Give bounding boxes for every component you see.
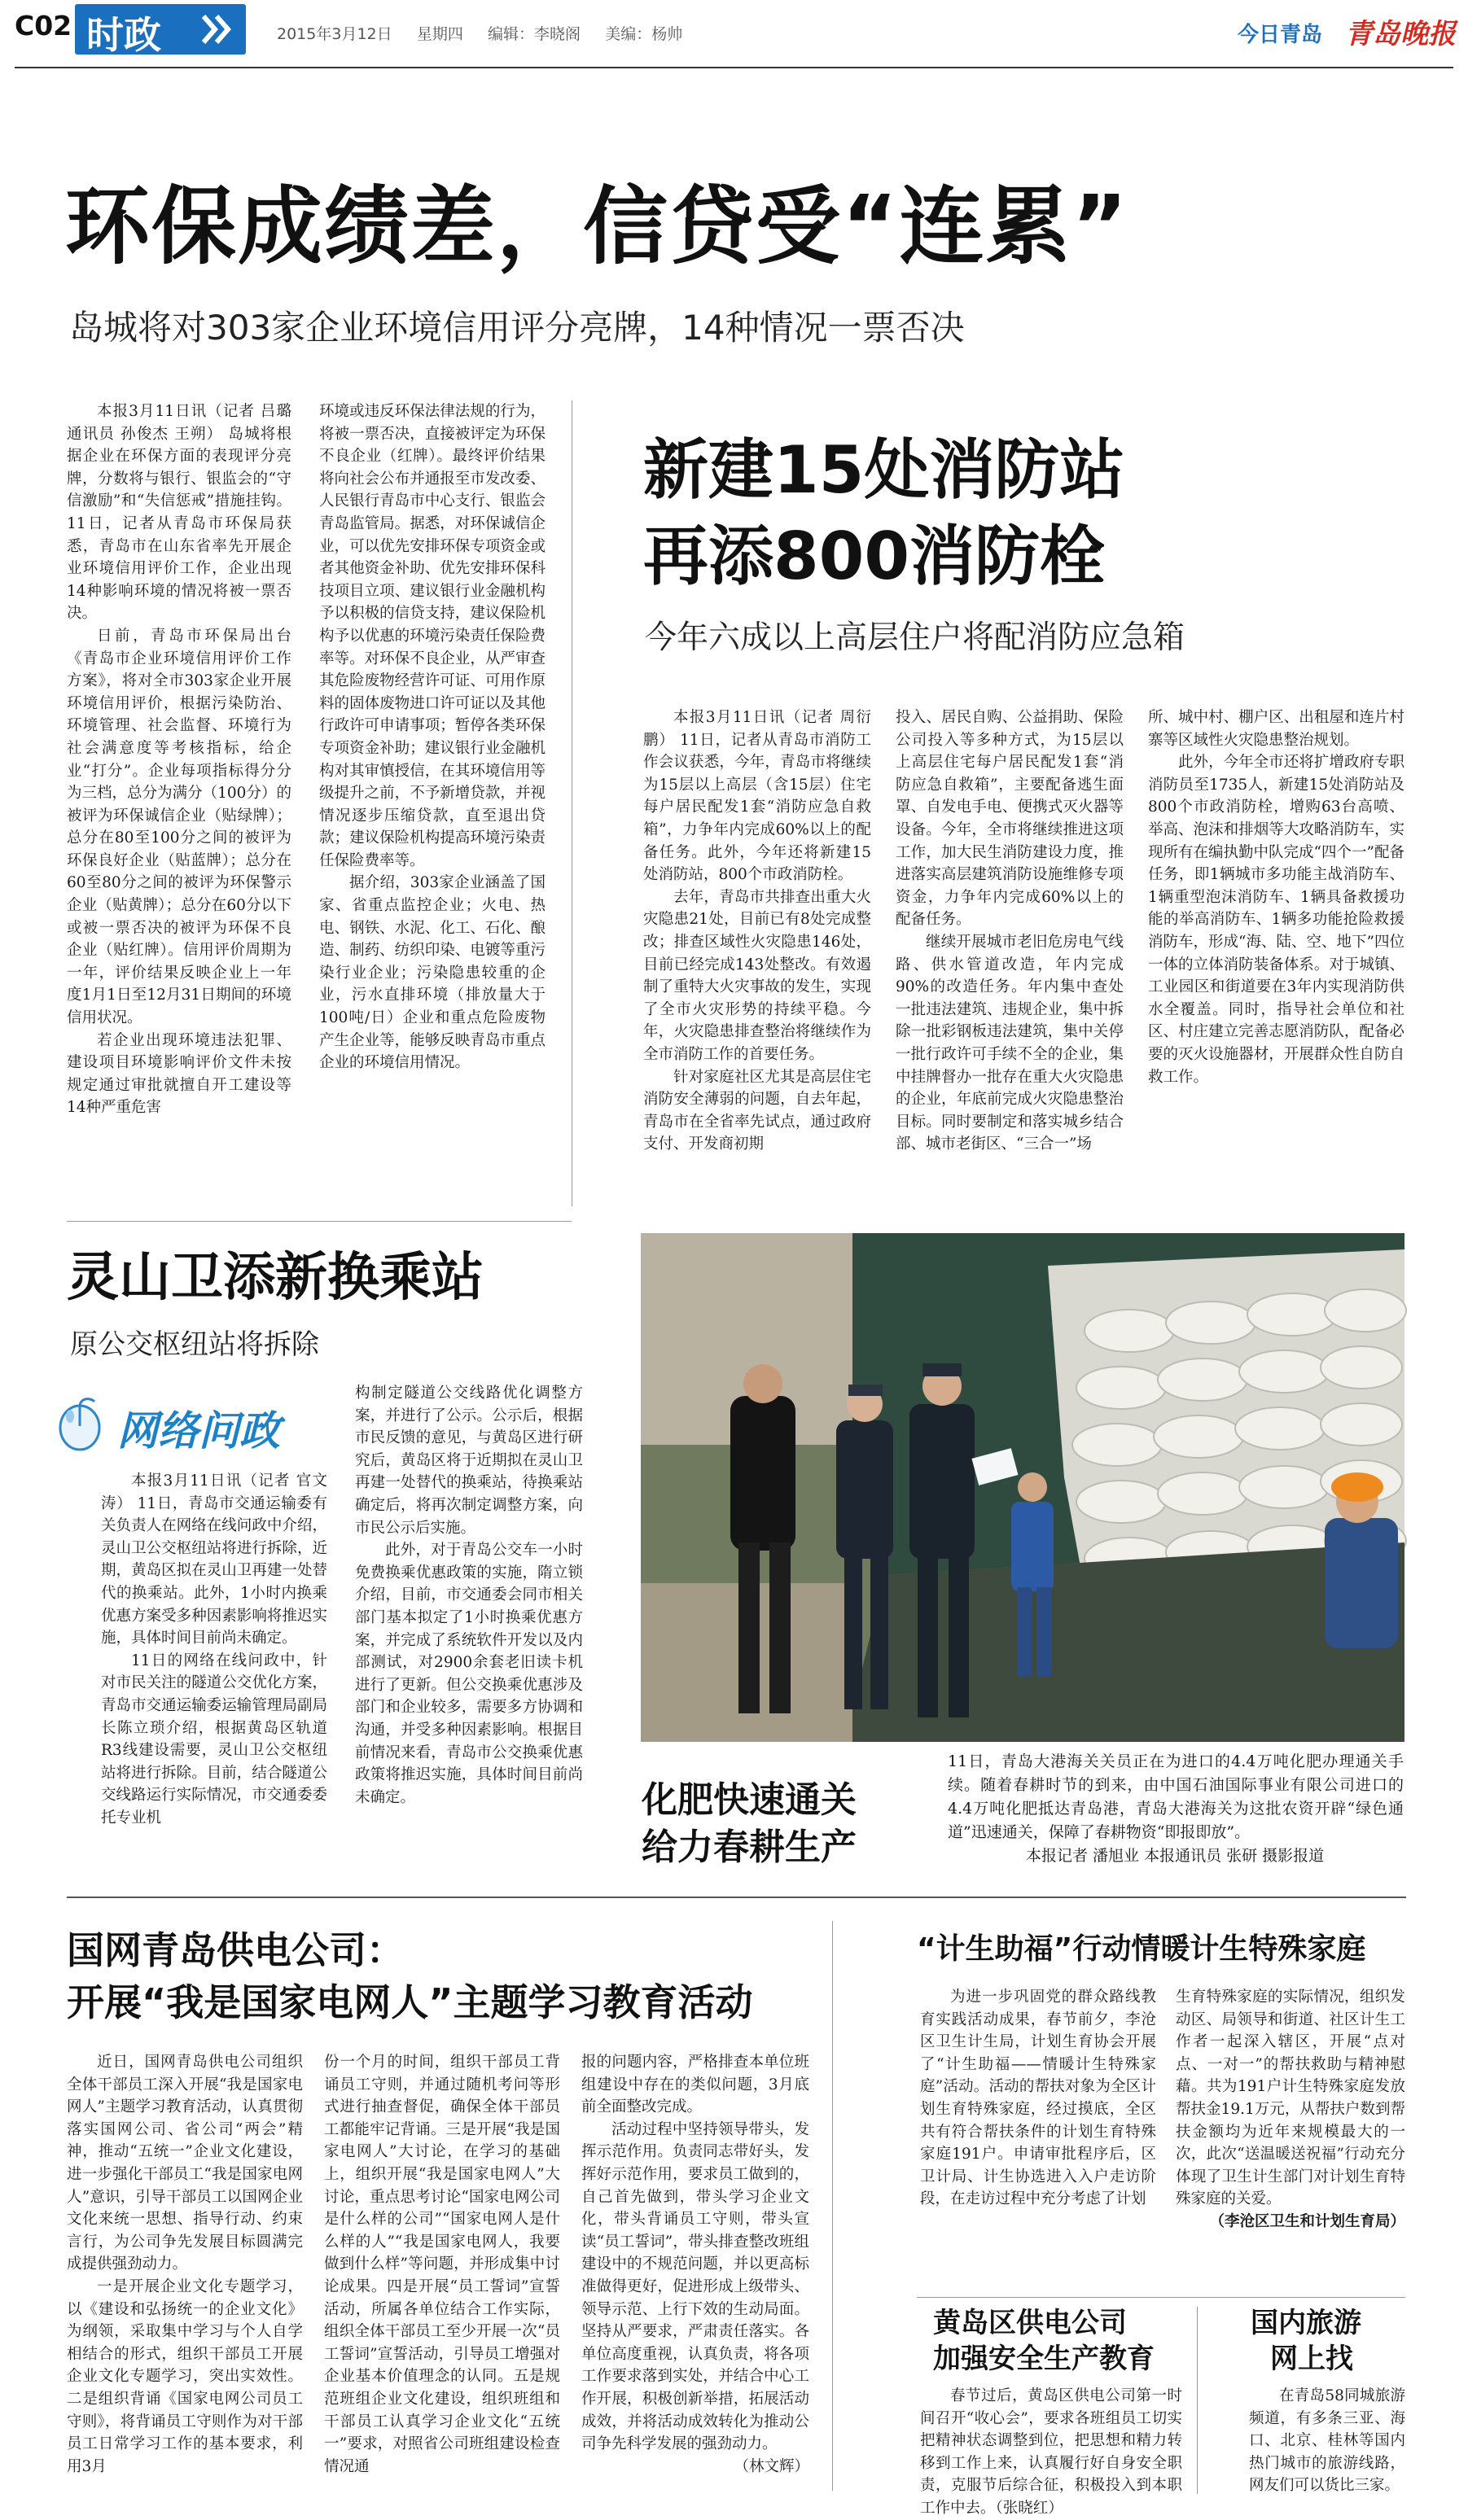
a4-paragraph: 一是开展企业文化专题学习，以《建设和弘扬统一的企业文化》为纲领，采取集中学习与个人自学相结合的形式，组织干部员工开展企业文化专题学习，突出实效性。二是组织背诵《国家电网公司员工守则》，将背诵员工守则作为对干部员工日常学习工作的基本要求，利用3月 <box>67 2277 303 2475</box>
a6-title-line2: 加强安全生产教育 <box>933 2343 1155 2375</box>
a3-column-2 <box>355 1382 583 1895</box>
a2-paragraph: 此外，今年全市还将扩增政府专职消防员至1735人，新建15处消防站及800个市政消防栓，增购63台高喷、举高、泡沫和排烟等大攻略消防车，实现所有在编执勤中队完成“四个一”配备任务，即1辆城市多功能主战消防车、1辆重型泡沫消防车、1辆具备救援功能的举高消防车、1辆多功能抢险救援消防车，形成“海、陆、空、地下”四位一体的立体消防装备体系。对于城镇、工业园区和街道要在3年内实现消防供水全覆盖。同时，指导社会单位和社区、村庄建立完善志愿消防队，配备必要的灭火设施器材，开展群众性自防自救工作。 <box>1148 754 1404 1086</box>
editor-credit: 编辑：李晓阁 <box>488 25 581 43</box>
photo-headline-line1: 化肥快速通关 <box>642 1779 857 1821</box>
section-label: 时政 <box>86 13 161 57</box>
logo-text: 网络问政 <box>117 1407 280 1455</box>
a4-column-2 <box>324 2051 560 2499</box>
a1-paragraph: 本报3月11日讯（记者 吕璐 通讯员 孙俊杰 王朔） 岛城将根据企业在环保方面的表现评分亮牌，分数将与银行、银监会的“守信激励”和“失信惩戒”措施挂钩。11日，记者从青岛市环保局获悉，青岛市在山东省率先开展企业环境信用评价工作，企业出现14种影响环境的情况将被一票否决。 <box>67 403 291 623</box>
a3-paragraph: 此外，对于青岛公交车一小时免费换乘优惠政策的实施，隋立锁介绍，目前，市交通委会同市相关部门基本拟定了1小时换乘优惠方案，并完成了系统软件开发以及内部测试，对2900余套老旧读卡机进行了更新。但公交换乘优惠涉及部门和企业较多，需要多方协调和沟通，并受多种因素影响。根据目前情况来看，青岛市公交换乘优惠政策将推迟实施，具体时间目前尚未确定。 <box>355 1542 583 1806</box>
a5-paragraph: 生育特殊家庭的实际情况，组织发动区、局领导和街道、社区计生工作者一起深入辖区，开展“点对点、一对一”的帮扶救助与精神慰藉。共为191户计生特殊家庭发放帮扶金19.1万元，从帮扶户数到帮扶金额均为近年来规模最大的一次，此次“送温暖送祝福”行动充分体现了卫生计生部门对计划生育特殊家庭的关爱。 <box>1176 1988 1405 2208</box>
page-number: C02 <box>15 10 72 42</box>
a1-paragraph: 日前，青岛市环保局出台《青岛市企业环境信用评价工作方案》，将对全市303家企业开展环境信用评价，根据污染防治、环境管理、社会监督、环境行为社会满意度等考核指标，给企业“打分”。企业每项指标得分分为三档，总分为满分（100分）的被评为环保诚信企业（贴绿牌）；总分在80至100分之间的被评为环保良好企业（贴蓝牌）；总分在60至80分之间的被评为环保警示企业（贴黄牌）；总分在60分以下或被一票否决的被评为环保不良企业（贴红牌）。信用评价周期为一年，评价结果反映企业上一年度1月1日至12月31日期间的环境信用状况。 <box>67 627 291 1027</box>
issue-weekday: 星期四 <box>416 25 463 43</box>
a2-column-2 <box>896 707 1124 1205</box>
a7-title-line2: 网上找 <box>1270 2343 1353 2375</box>
a2-column-1 <box>643 707 871 1205</box>
a4-divider <box>832 1921 833 2491</box>
a2-paragraph: 继续开展城市老旧危房电气线路、供水管道改造，年内完成90%的改造任务。年内集中查处一批违法建筑、违规企业，集中拆除一批彩钢板违法建筑，集中关停一批行政许可手续不全的企业，集中挂牌督办一批存在重大火灾隐患的企业，年底前完成火灾隐患整治目标。同时要制定和落实城乡结合部、城市老街区、“三合一”场 <box>896 933 1124 1153</box>
chevron-right-icon <box>199 11 234 47</box>
a2-title-line1: 新建15处消防站 <box>643 432 1125 508</box>
a2-column-3 <box>1148 707 1404 1205</box>
a2-paragraph: 投入、居民自购、公益捐助、保险公司投入等多种方式，为15层以上高层住宅每户居民配发1套“消防应急自救箱”，主要配备逃生面罩、自发电手电、便携式灭火器等设备。今年，全市将继续推进这项工作，加大民生消防建设力度，推进落实高层建筑消防设施维修专项资金，力争年内完成60%以上的配备任务。 <box>896 709 1124 929</box>
a4-paragraph: 近日，国网青岛供电公司组织全体干部员工深入开展“我是国家电网人”主题学习教育活动，认真贯彻落实国网公司、省公司“两会”精神，推动“五统一”企业文化建设，进一步强化干部员工“我是国家电网人”意识，引导干部员工以国网企业文化来统一思想、指导行动、约束言行，为公司争先发展目标圆满完成提供强劲动力。 <box>67 2054 303 2273</box>
section-divider <box>67 1221 572 1222</box>
a5-paragraph: 为进一步巩固党的群众路线教育实践活动成果，春节前夕，李沧区卫生计生局，计划生育协会开展了“计生助福——情暖计生特殊家庭”活动。活动的帮扶对象为全区计划生育特殊家庭，经过摸底，全区共有符合帮扶条件的计划生育特殊家庭191户。申请审批程序后，区卫计局、计生协选进入入户走访阶段，在走访过程中充分考虑了计划 <box>920 1988 1156 2208</box>
column-name: 今日青岛 <box>1238 23 1323 47</box>
a4-signature: （林文辉） <box>734 2457 809 2475</box>
news-photo <box>641 1233 1404 1742</box>
a6-title-line1: 黄岛区供电公司 <box>933 2307 1127 2339</box>
issue-date: 2015年3月12日 <box>277 25 392 43</box>
a4-column-1 <box>67 2051 303 2499</box>
a1-column-1 <box>67 400 291 1206</box>
a2-paragraph: 去年，青岛市共排查出重大火灾隐患21处，目前已有8处完成整改；排查区域性火灾隐患146处，目前已经完成143处整改。有效遏制了重特大火灾事故的发生，实现了全市火灾形势的持续平稳。今年，火灾隐患排查整治将继续作为全市消防工作的首要任务。 <box>643 888 871 1063</box>
designer-credit: 美编：杨帅 <box>605 25 683 43</box>
a5-signature: （李沧区卫生和计划生育局） <box>1209 2212 1405 2230</box>
a1-paragraph: 据介绍，303家企业涵盖了国家、省重点监控企业；火电、热电、钢铁、水泥、化工、石化、酿造、制药、纺织印染、电镀等重污染行业企业；污染隐患较重的企业，污水直排环境（排放量大于100吨/日）企业和重点危险废物产生企业等，能够反映青岛市重点企业的环境信用情况。 <box>319 874 546 1072</box>
paper-logo: 青岛晚报 <box>1345 18 1456 50</box>
a1-column-2 <box>319 400 546 1206</box>
photo-illustration <box>641 1233 1404 1742</box>
a5-column-2 <box>1176 1986 1405 2289</box>
a4-paragraph: 活动过程中坚持领导带头，发挥示范作用。负责同志带好头，发挥好示范作用，要求员工做到的，自己首先做到，带头学习企业文化，带头背诵员工守则，带头宣读“员工誓词”，带头排查整改班组建设中的不规范问题，并以更高标准做得更好，促进形成上级带头、领导示范、上行下效的生动局面。坚持从严要求，严肃责任落实。各单位高度重视，认真负责，将各项工作要求落到实处，并结合中心工作开展，积极创新举措，拓展活动成效，并将活动成效转化为推动公司争先科学发展的强劲动力。 <box>581 2120 809 2453</box>
a6-body <box>920 2385 1182 2517</box>
a1-paragraph: 环境或违反环保法律法规的行为，将被一票否决，直接被评定为环保不良企业（红牌）。最终评价结果将向社会公布并通报至市发改委、人民银行青岛市中心支行、银监会青岛监管局。据悉，对环保诚信企业，可以优先安排环保专项资金或者其他资金补助、优先安排环保科技项目立项、建议银行业金融机构予以积极的信贷支持，建议保险机构予以优惠的环境污染责任保险费率等。对环保不良企业，从严审查其危险废物经营许可证、可用作原料的固体废物进口许可证以及其他行政许可申请事项；暂停各类环保专项资金补助；建议银行业金融机构对其审慎授信，在其环境信用等级提升之前，不予新增贷款，并视情况逐步压缩贷款，直至退出贷款；建议保险机构提高环境污染责任保险费率等。 <box>319 403 546 869</box>
a2-paragraph: 所、城中村、棚户区、出租屋和连片村寨等区域性火灾隐患整治规划。 <box>1148 709 1404 749</box>
a5-bottom-divider <box>917 2297 1405 2298</box>
page-header <box>0 0 1468 85</box>
a4-column-3 <box>581 2051 809 2499</box>
a7-paragraph: 在青岛58同城旅游频道，有多条三亚、海口、北京、桂林等国内热门城市的旅游线路，网友们可以货比三家。 <box>1249 2387 1405 2495</box>
a2-paragraph: 针对家庭社区尤其是高层住宅消防安全薄弱的问题，自去年起，青岛市在全省率先试点，通过政府支付、开发商初期 <box>643 1068 871 1153</box>
section-divider-thick <box>67 1897 1406 1898</box>
internet-politics-logo <box>54 1392 314 1457</box>
a1-subtitle: 岛城将对303家企业环境信用评分亮牌，14种情况一票否决 <box>69 308 965 348</box>
a3-subtitle: 原公交枢纽站将拆除 <box>70 1328 319 1361</box>
a3-column-1 <box>101 1470 327 1893</box>
a2-paragraph: 本报3月11日讯（记者 周衍鹏） 11日，记者从青岛市消防工作会议获悉，今年，青岛市将继续为15层以上高层（含15层）住宅每户居民配发1套“消防应急自救箱”，力争年内完成60%以上的配备任务。此外，今年还将新建15处消防站，800个市政消防栓。 <box>643 709 871 884</box>
photo-caption <box>948 1750 1404 1844</box>
a1-title: 环保成绩差，信贷受“连累” <box>65 177 1129 276</box>
mouse-icon <box>54 1395 106 1452</box>
a6-text: 春节过后，黄岛区供电公司第一时间召开“收心会”，要求各班组员工切实把精神状态调整到位，把思想和精力转移到工作上来，认真履行好自身安全职责，克服节后综合征，积极投入到本职工作中去。 <box>920 2387 1182 2517</box>
photo-caption-text: 11日，青岛大港海关关员正在为进口的4.4万吨化肥办理通关手续。随着春耕时节的到来，由中国石油国际事业有限公司进口的4.4万吨化肥抵达青岛港，青岛大港海关为这批农资开辟“绿色通道”迅速通关，保障了春耕物资“即报即放”。 <box>948 1752 1404 1841</box>
a6-signature: （张晓红） <box>995 2499 1063 2517</box>
a3-paragraph: 11日的网络在线问政中，针对市民关注的隧道公交优化方案，青岛市交通运输委运输管理局副局长陈立琐介绍，根据黄岛区轨道R3线建设需要，灵山卫公交枢纽站将进行拆除。目前，结合隧道公交线路运行实际情况，市交通委委托专业机 <box>101 1652 327 1827</box>
a6-divider <box>1197 2307 1198 2494</box>
a4-paragraph: 报的问题内容，严格排查本单位班组建设中存在的类似问题，3月底前全面整改完成。 <box>581 2054 809 2116</box>
a3-paragraph: 构制定隧道公交线路优化调整方案，并进行了公示。公示后，根据市民反馈的意见，与黄岛区进行研究后，黄岛区将于近期拟在灵山卫再建一处替代的换乘站，待换乘站确定后，将再次制定调整方案，向市民公示后实施。 <box>355 1385 583 1537</box>
a3-title: 灵山卫添新换乘站 <box>67 1248 484 1308</box>
a3-paragraph: 本报3月11日讯（记者 官文涛） 11日，青岛市交通运输委有关负责人在网络在线问政中介绍，灵山卫公交枢纽站将进行拆除，近期，黄岛区拟在灵山卫再建一处替代的换乘站。此外，1小时内换乘优惠方案受多种因素影响将推迟实施，具体时间目前尚未确定。 <box>101 1472 327 1647</box>
a5-title: “计生助福”行动情暖计生特殊家庭 <box>917 1932 1366 1966</box>
a5-column-1 <box>920 1986 1156 2289</box>
a6-paragraph <box>920 2385 1182 2520</box>
a4-title-line2: 开展“我是国家电网人”主题学习教育活动 <box>67 1980 753 2024</box>
a7-title-line1: 国内旅游 <box>1251 2307 1361 2339</box>
photo-credit: 本报记者 潘旭业 本报通讯员 张研 摄影报道 <box>1026 1847 1325 1865</box>
header-rule <box>15 67 1453 68</box>
header-meta <box>277 22 682 44</box>
a1-paragraph: 若企业出现环境违法犯罪、建设项目环境影响评价文件未按规定通过审批就擅自开工建设等14种严重危害 <box>67 1031 291 1117</box>
a7-body <box>1249 2385 1405 2499</box>
a4-paragraph: 份一个月的时间，组织干部员工背诵员工守则，并通过随机考问等形式进行抽查督促，确保全体干部员工都能牢记背诵。三是开展“我是国家电网人”大讨论，在学习的基础上，组织开展“我是国家电网人”大讨论，重点思考讨论“国家电网公司是什么样的公司”“国家电网人是什么样的人”“我是国家电网人，我要做到什么样”等问题，并形成集中讨论成果。四是开展“员工誓词”宣誓活动，所属各单位结合工作实际，组织全体干部员工至少开展一次“员工誓词”宣誓活动，引导员工增强对企业基本价值理念的认同。五是规范班组企业文化建设，组织班组和干部员工认真学习企业文化“五统一”要求，对照省公司班组建设检查情况通 <box>324 2054 560 2475</box>
photo-headline-line2: 给力春耕生产 <box>642 1827 857 1868</box>
a2-subtitle: 今年六成以上高层住户将配消防应急箱 <box>645 619 1185 656</box>
a2-title-line2: 再添800消防栓 <box>643 518 1105 594</box>
a4-title-line1: 国网青岛供电公司： <box>67 1928 404 1972</box>
